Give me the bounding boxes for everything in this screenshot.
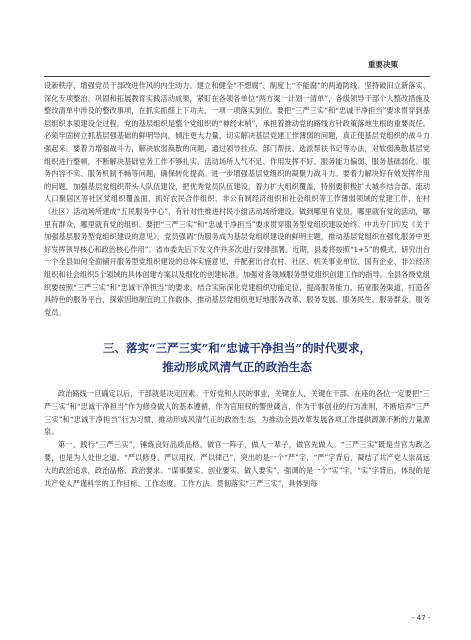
- running-header: 重要决策: [368, 60, 398, 69]
- section-heading-line-1: 三、落实“三严三实”和“忠诚干净担当”的时代要求，: [103, 341, 371, 355]
- paragraph: 设新秩序，增强党员干部改进作风的内生动力。建立和健全“不想腐”、制度上“不能腐”的两道防线。坚持破旧立新落实、深化专项整治、巩固和拓展教育实践活动成果，紧盯在各领各单位“两方案一计划一清单”，各级领导干部个人整改措施及整改清单中涉及的整改事项，在抓实抓细上下功夫，一项一项落实到位。要把“三严三实”和“忠诚干净担当”要求贯穿到基层组织本领建设全过程。党的基层组织是整个党组织的“神经末梢”，承担着推动党的路线方针政策落地生根的重要责任。必须牢固树立抓基层强基础的鲜明导向，倾注更大力量，切实解决基层党建工作薄弱的问题，真正使基层党组织的战斗力强起来。要着力增强战斗力，解决软弱涣散的问题，通过领导挂点、部门帮扶、选派帮扶书记等办法，对软弱涣散基层党组织进行整顿，不断解决基础党务工作不够扎实、活动场所人气不足、作用发挥不好、服务能力偏弱、服务基础弱化、服务内容不实、服务机制不畅等问题，确保转化提高。进一步增强基层党组织的凝聚力战斗力。要着力解决好有效发挥作用的问题，加强基层党组织带头人队伍建设，把优秀党员队伍建设，着力扩大组织覆盖，特别要积极扩大城乡结合部、流动人口聚居区等社区党组织覆盖面，抓好农民合作组织、非公有制经济组织和社会组织等工作薄弱领域的党建工作，在村（社区）活动场所建成“五民服务中心”，有针对性推进村民小组活动场所建设，做到哪里有党员，哪里就有党的活动，哪里有群众，哪里就有党的组织。要把“三严三实”和“忠诚干净担当”要求贯穿服务型党组织建设始终。中共专门印发《关于加强基层服务型党组织建设的意见》，党员强调“伪服务成为基层党组织建设的鲜明主题，推动基层党组织在强化服务中更好发挥领导核心和政治核心作用”。省市委先后下发文件并多次进行安排部署。近期，县委将按照“1+5”的模式，研究出台一个全县如何全面铺开服务型党组织建设的总体实施意见，并配套出台农村、社区、机关事业单位、国有企业、非公经济组织和社会组织5个领域的具体创建方案以及细化的创建标准，加强对各领域服务型党组织创建工作的指导。全县各级党组织要按照“三严三实”和“忠诚干净担当”的要求，结合实际深化党建组织功能定位，提高服务能力，拓宽服务渠道，打造各具特色的服务平台，探索因地制宜的工作载体，推动基层党组织更好地服务改革、服务发展、服务民生、服务群众、服务党员。: [44, 81, 430, 317]
- header-divider: [44, 76, 430, 77]
- top-body-text: [44, 80, 430, 319]
- section-heading: [44, 339, 430, 377]
- page-number: - 47 -: [412, 614, 431, 622]
- paragraph: 政治路线一旦确定以后，干部就是决定因素。干好党和人民的事业，关键在人，关键在干部。在座的各位一定要把“三严三实”和“忠诚干净担当”作为修身做人的基本遵循，作为官用权的警世箴言，作为干事创业的行为准则，不断培养“三严三实”和“忠诚干净担当”行为习惯，推动形成风清气正的政治生态，为推动全县改革发展各项工作提供源源不断的力量源泉。: [44, 389, 430, 437]
- section-heading-line-2: 推动形成风清气正的政治生态: [162, 360, 312, 374]
- paragraph: 第一，践行“三严三实”，锤炼良好品质品格。做官一阵子，做人一辈子，做官先做人。“三严三实”既是当官为政之要，也是为人处世之道。“严以修身、严以用权、严以律己”，突出的是一个“严”字，“严”字背后，凝结了共产党人崇高远大的政治追求，政治品格、政治要求。“谋事要实、创业要实、做人要实”，强调的是一个“实”字，“实”字背后，体现的是共产党人严谨科学的工作目标、工作态度、工作方法。贯彻落实“三严三实”，具体到每: [44, 440, 430, 488]
- bottom-body-text: [44, 388, 430, 490]
